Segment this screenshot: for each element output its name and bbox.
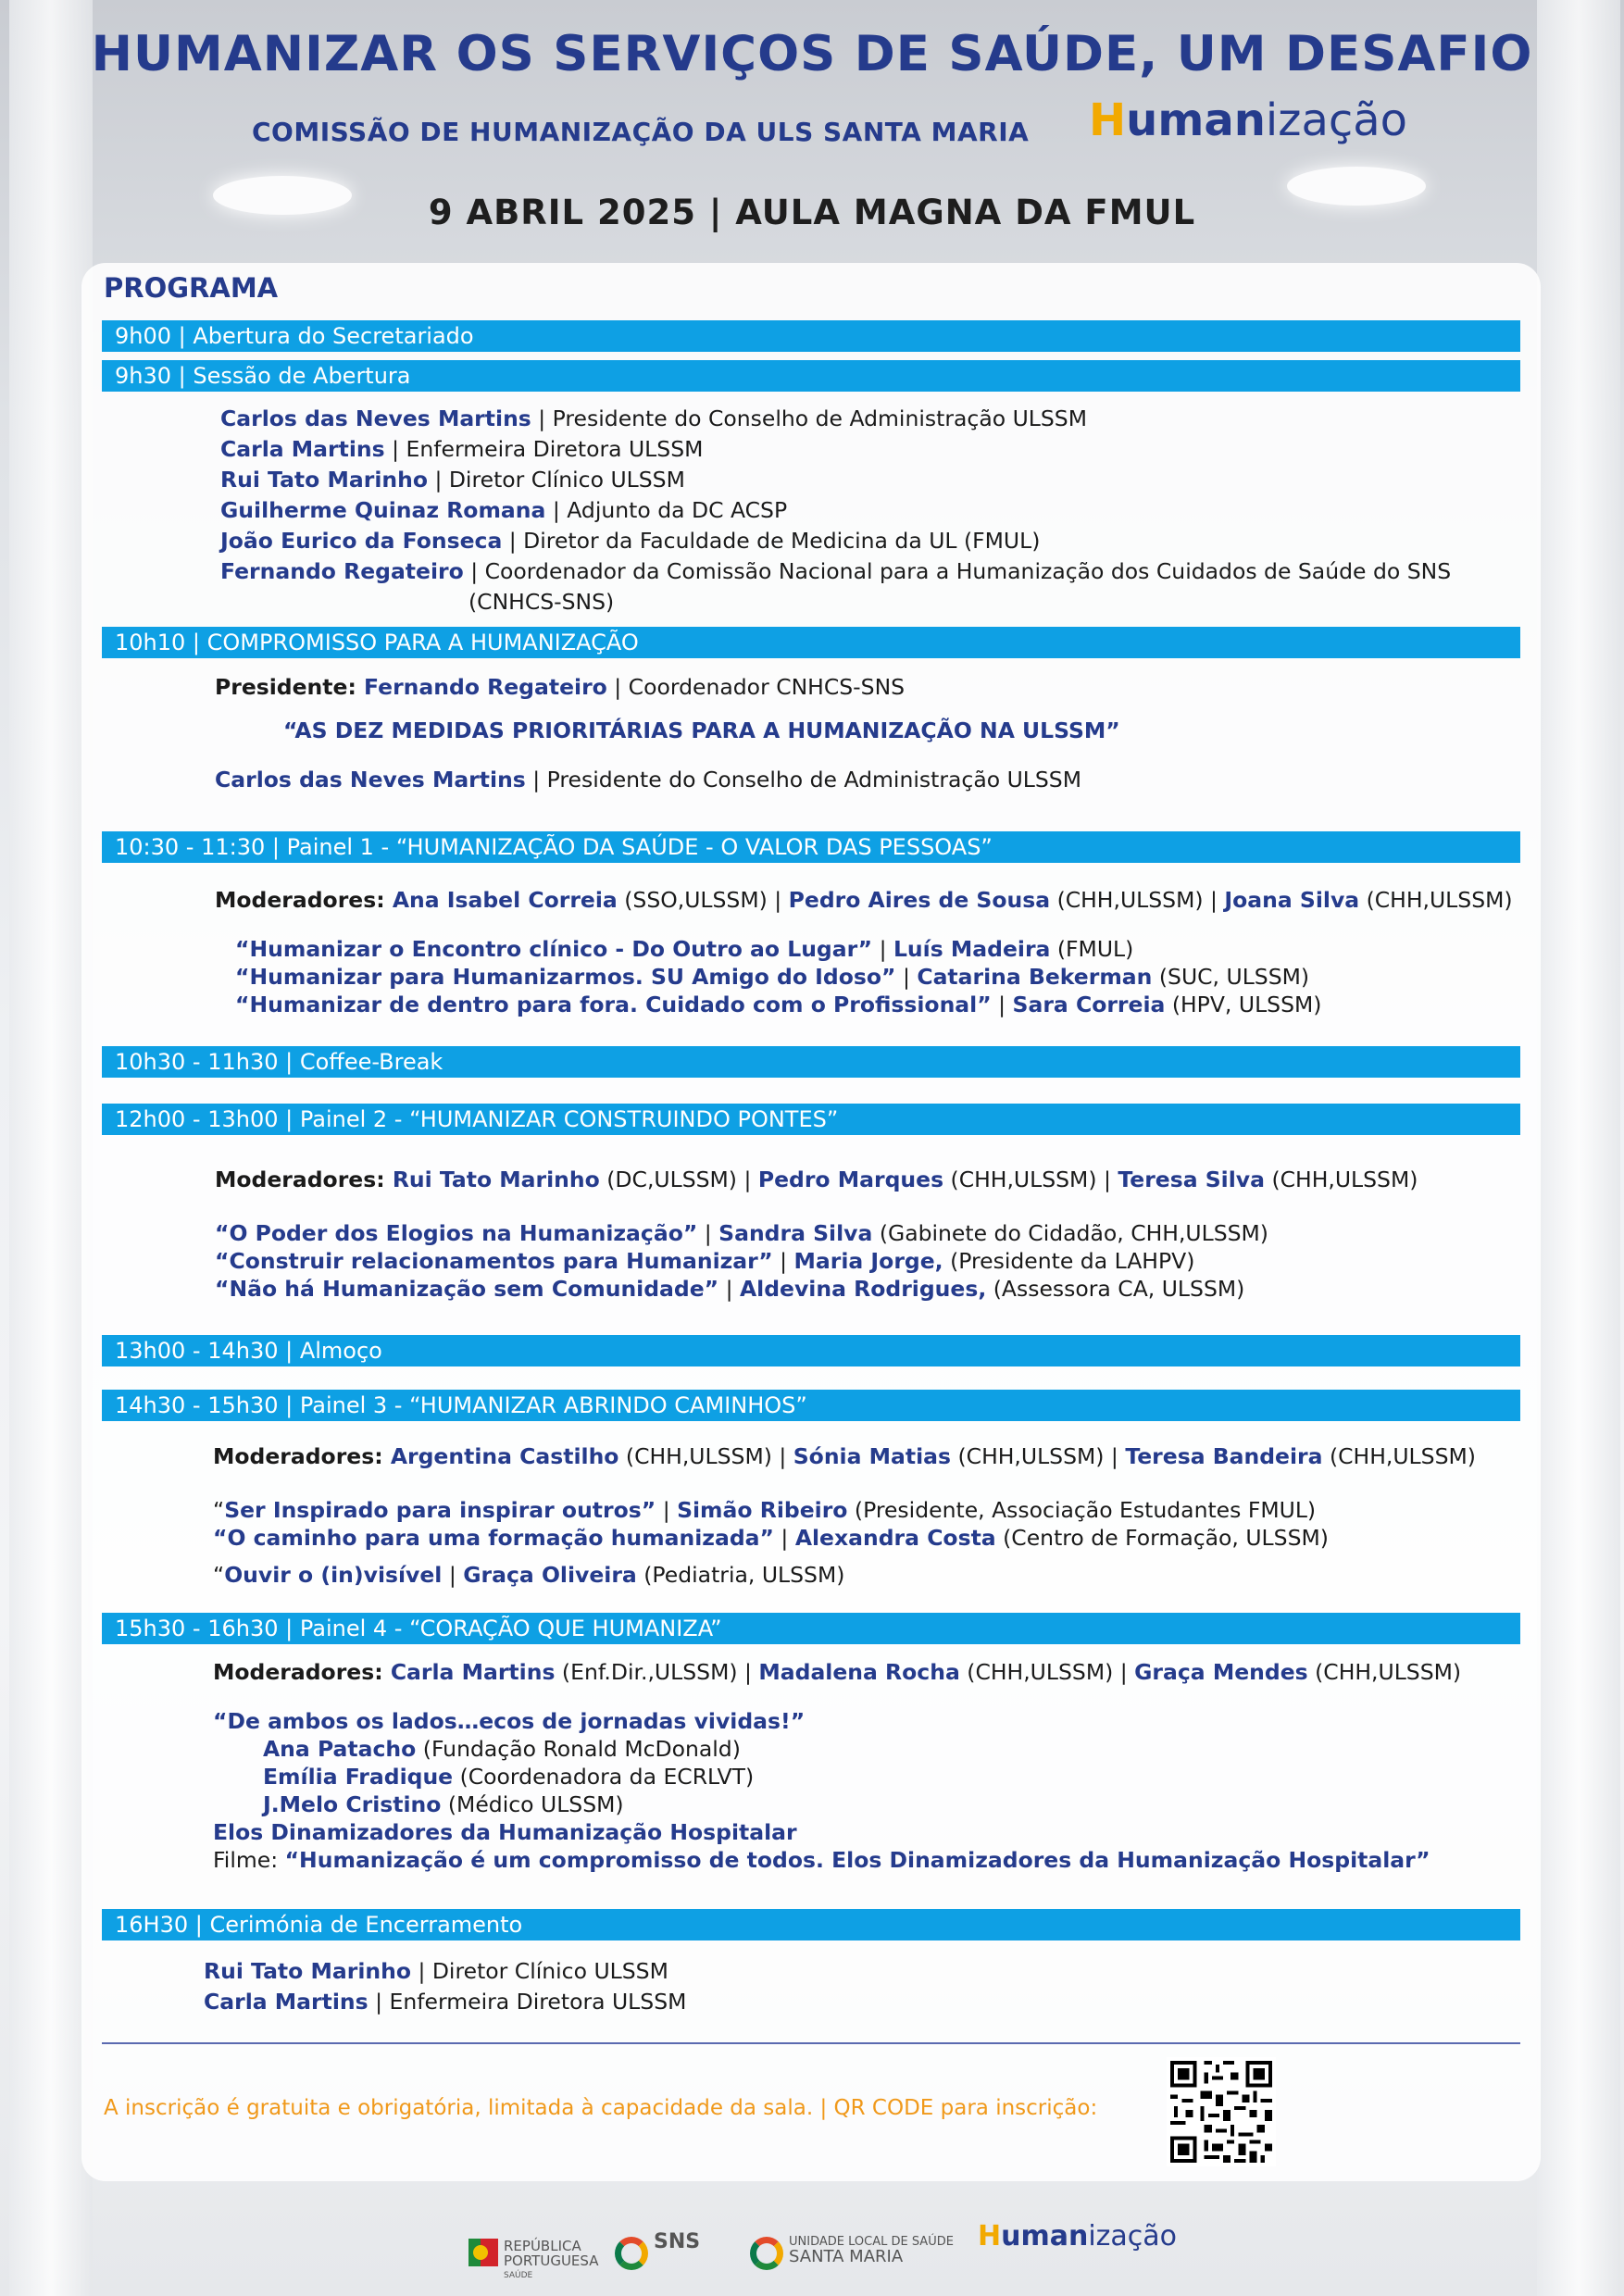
schedule-bar: 10:30 - 11:30 | Painel 1 - “HUMANIZAÇÃO DA SAÚDE - O VALOR DAS PESSOAS”: [102, 831, 1520, 863]
registration-qr-code[interactable]: [1167, 2057, 1276, 2166]
schedule-bar: 14h30 - 15h30 | Painel 3 - “HUMANIZAR ABRINDO CAMINHOS”: [102, 1390, 1520, 1421]
speaker-line: Carlos das Neves Martins | Presidente do Conselho de Administração ULSSM: [220, 406, 1087, 431]
talk-title: “AS DEZ MEDIDAS PRIORITÁRIAS PARA A HUMANIZAÇÃO NA ULSSM”: [283, 718, 1120, 743]
chair-line: Presidente: Fernando Regateiro | Coordenador CNHCS-SNS: [215, 674, 906, 700]
talk-line: “O Poder dos Elogios na Humanização” | Sandra Silva (Gabinete do Cidadão, CHH,ULSSM): [215, 1220, 1268, 1246]
speaker-line: Ana Patacho (Fundação Ronald McDonald): [263, 1736, 741, 1762]
footer-logos: [0, 2220, 1624, 2280]
speaker-line: Rui Tato Marinho | Diretor Clínico ULSSM: [204, 1958, 668, 1984]
sns-logo-icon: [615, 2237, 648, 2270]
moderators-line: Moderadores: Ana Isabel Correia (SSO,ULSSM) | Pedro Aires de Sousa (CHH,ULSSM) | Joana Silva (CHH,ULSSM): [215, 887, 1513, 913]
uls-santa-maria-label: UNIDADE LOCAL DE SAÚDE SANTA MARIA: [789, 2235, 954, 2266]
talk-line: “Não há Humanização sem Comunidade” | Aldevina Rodrigues, (Assessora CA, ULSSM): [215, 1276, 1245, 1302]
humanizacao-logo-footer: Humanização: [978, 2220, 1178, 2252]
uls-santa-maria-logo-icon: [750, 2237, 783, 2270]
schedule-bar: 15h30 - 16h30 | Painel 4 - “CORAÇÃO QUE HUMANIZA”: [102, 1613, 1520, 1644]
moderators-line: Moderadores: Carla Martins (Enf.Dir.,ULSSM) | Madalena Rocha (CHH,ULSSM) | Graça Mendes (CHH,ULSSM): [213, 1659, 1462, 1685]
page-title: HUMANIZAR OS SERVIÇOS DE SAÚDE, UM DESAFIO: [91, 26, 1533, 82]
background-column-right: [1537, 0, 1620, 2296]
schedule-bar: 10h10 | COMPROMISSO PARA A HUMANIZAÇÃO: [102, 627, 1520, 658]
speaker-line: Carlos das Neves Martins | Presidente do Conselho de Administração ULSSM: [215, 767, 1081, 792]
film-line: Filme: “Humanização é um compromisso de todos. Elos Dinamizadores da Humanização Hospitalar”: [213, 1847, 1430, 1873]
speaker-line: J.Melo Cristino (Médico ULSSM): [263, 1791, 624, 1817]
talk-line: “Humanizar o Encontro clínico - Do Outro ao Lugar” | Luís Madeira (FMUL): [235, 936, 1134, 962]
talk-line: “Humanizar para Humanizarmos. SU Amigo do Idoso” | Catarina Bekerman (SUC, ULSSM): [235, 964, 1310, 990]
event-date-venue: 9 ABRIL 2025 | AULA MAGNA DA FMUL: [428, 193, 1196, 232]
speaker-line: Carla Martins | Enfermeira Diretora ULSSM: [204, 1989, 687, 2015]
sns-label: SNS: [654, 2230, 701, 2253]
background-column-left: [9, 0, 93, 2296]
speaker-line: Guilherme Quinaz Romana | Adjunto da DC ACSP: [220, 497, 788, 523]
programme-label: PROGRAMA: [104, 272, 279, 304]
schedule-bar: 12h00 - 13h00 | Painel 2 - “HUMANIZAR CONSTRUINDO PONTES”: [102, 1104, 1520, 1135]
talk-title: Elos Dinamizadores da Humanização Hospitalar: [213, 1819, 797, 1845]
moderators-line: Moderadores: Argentina Castilho (CHH,ULSSM) | Sónia Matias (CHH,ULSSM) | Teresa Bandeira (CHH,ULSSM): [213, 1443, 1476, 1469]
schedule-bar: 16H30 | Cerimónia de Encerramento: [102, 1909, 1520, 1940]
speaker-line-continuation: (CNHCS-SNS): [468, 589, 615, 615]
divider: [102, 2042, 1520, 2044]
speaker-line: Fernando Regateiro | Coordenador da Comissão Nacional para a Humanização dos Cuidados de Saúde do SNS: [220, 558, 1452, 584]
schedule-bar: 9h00 | Abertura do Secretariado: [102, 320, 1520, 352]
schedule-bar: 9h30 | Sessão de Abertura: [102, 360, 1520, 392]
programme-panel: [81, 263, 1541, 2181]
schedule-bar: 10h30 - 11h30 | Coffee-Break: [102, 1046, 1520, 1078]
talk-line: “O caminho para uma formação humanizada” | Alexandra Costa (Centro de Formação, ULSSM): [213, 1525, 1329, 1551]
speaker-line: Rui Tato Marinho | Diretor Clínico ULSSM: [220, 467, 685, 493]
talk-line: “Ser Inspirado para inspirar outros” | Simão Ribeiro (Presidente, Associação Estudantes FMUL): [213, 1497, 1317, 1523]
talk-line: “Ouvir o (in)visível | Graça Oliveira (Pediatria, ULSSM): [213, 1562, 845, 1588]
republica-portuguesa-label: REPÚBLICA PORTUGUESA SAÚDE: [504, 2238, 599, 2280]
page-subtitle: COMISSÃO DE HUMANIZAÇÃO DA ULS SANTA MARIA: [252, 117, 1030, 147]
talk-line: “Humanizar de dentro para fora. Cuidado com o Profissional” | Sara Correia (HPV, ULSSM): [235, 992, 1322, 1017]
humanizacao-logo: Humanização: [1089, 94, 1408, 146]
republica-portuguesa-emblem-icon: [468, 2237, 500, 2268]
moderators-line: Moderadores: Rui Tato Marinho (DC,ULSSM) | Pedro Marques (CHH,ULSSM) | Teresa Silva (CHH,ULSSM): [215, 1167, 1418, 1192]
speaker-line: Carla Martins | Enfermeira Diretora ULSSM: [220, 436, 704, 462]
header: [0, 0, 1624, 268]
talk-title: “De ambos os lados…ecos de jornadas vividas!”: [213, 1708, 806, 1734]
registration-note: A inscrição é gratuita e obrigatória, limitada à capacidade da sala. | QR CODE para inscrição:: [104, 2096, 1098, 2120]
schedule-bar: 13h00 - 14h30 | Almoço: [102, 1335, 1520, 1366]
speaker-line: Emília Fradique (Coordenadora da ECRLVT): [263, 1764, 755, 1790]
speaker-line: João Eurico da Fonseca | Diretor da Faculdade de Medicina da UL (FMUL): [220, 528, 1041, 554]
talk-line: “Construir relacionamentos para Humanizar” | Maria Jorge, (Presidente da LAHPV): [215, 1248, 1195, 1274]
